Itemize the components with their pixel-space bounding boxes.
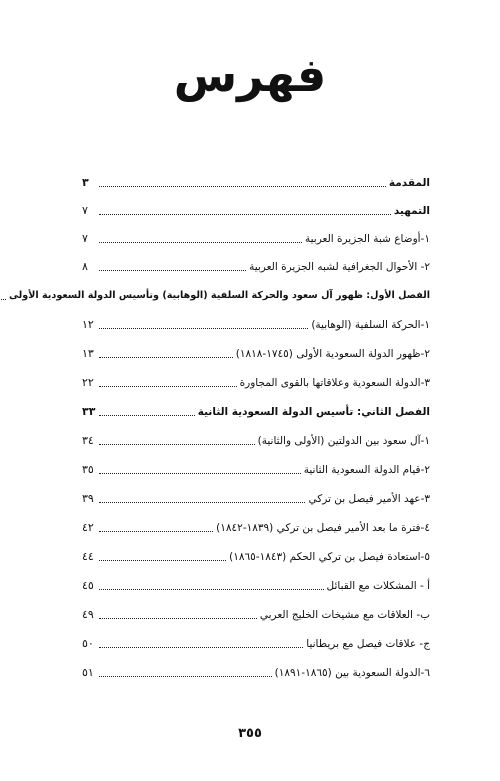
toc-entry — [82, 337, 430, 361]
toc-entry-label: أ - المشكلات مع القبائل — [326, 580, 430, 592]
dot-leader — [99, 647, 303, 648]
toc-entry-page: ٤٥ — [82, 579, 94, 592]
toc-entry-label: ٣-الدولة السعودية وعلاقاتها بالقوى المجاورة — [239, 377, 430, 389]
toc-entry — [82, 482, 430, 506]
dot-leader — [99, 444, 255, 445]
dot-leader — [99, 186, 386, 187]
toc-entry — [82, 166, 430, 190]
dot-leader — [99, 386, 237, 387]
toc-entry-page: ٥٠ — [82, 637, 94, 650]
toc-entry-label: ١-الحركة السلفية (الوهابية) — [311, 319, 430, 331]
toc-entry — [82, 424, 430, 448]
toc-entry-label: الفصل الثاني: تأسيس الدولة السعودية الثانية — [197, 406, 430, 418]
dot-leader — [99, 676, 272, 677]
toc-entry-label: ٤-فترة ما بعد الأمير فيصل بن تركي (١٨٣٩-١٨٤٢) — [216, 522, 430, 534]
toc-entry-label: ٣-عهد الأمير فيصل بن تركي — [308, 493, 430, 505]
toc-entry-page: ٣٥ — [82, 463, 94, 476]
toc-entry-label: ٥-استعادة فيصل بن تركي الحكم (١٨٤٣-١٨٦٥) — [229, 551, 430, 563]
toc-entry — [82, 598, 430, 622]
dot-leader — [99, 270, 246, 271]
dot-leader — [99, 242, 302, 243]
toc-entry-label: ١-آل سعود بين الدولتين (الأولى والثانية) — [257, 435, 430, 447]
toc-entry-label: الفصل الأول: ظهور آل سعود والحركة السلفية (الوهابية) وتأسيس الدولة السعودية الأولى — [8, 290, 430, 301]
toc-entry-page: ٤٢ — [82, 521, 94, 534]
toc-entry-page: ٣ — [82, 176, 89, 189]
dot-leader — [99, 415, 195, 416]
dot-leader — [99, 473, 301, 474]
toc-entry-label: المقدمة — [388, 177, 430, 189]
toc-entry-page: ٧ — [82, 204, 88, 217]
toc-entry-label: ج- علاقات فيصل مع بريطانيا — [306, 638, 430, 650]
toc-entry — [82, 656, 430, 680]
toc-entry-label: ب- العلاقات مع مشيخات الخليج العربي — [259, 609, 430, 621]
toc-entry — [8, 279, 430, 303]
toc-entry-page: ٣٩ — [82, 492, 94, 505]
toc-entry-label: ٢- الأحوال الجغرافية لشبه الجزيرة العربية — [249, 261, 430, 273]
toc-entry-page: ٥١ — [82, 666, 94, 679]
toc-entry-page: ٣٣ — [82, 405, 96, 418]
toc-entry-label: ٢-ظهور الدولة السعودية الأولى (١٧٤٥-١٨١٨) — [235, 348, 430, 360]
toc-entry — [82, 540, 430, 564]
dot-leader — [99, 560, 226, 561]
toc-entry-label: ٢-قيام الدولة السعودية الثانية — [303, 464, 430, 476]
toc-entry-page: ١٢ — [82, 318, 94, 331]
dot-leader — [99, 502, 305, 503]
toc-entry — [82, 453, 430, 477]
dot-leader — [99, 618, 257, 619]
toc-entry — [82, 395, 430, 419]
toc-entry — [82, 569, 430, 593]
toc-entry — [82, 308, 430, 332]
page-title: فهرس — [173, 48, 327, 102]
toc-entry — [82, 627, 430, 651]
toc-entry-page: ٤٩ — [82, 608, 94, 621]
toc-entry-page: ١٣ — [82, 347, 94, 360]
dot-leader — [99, 214, 391, 215]
toc-entry — [82, 366, 430, 390]
toc-entry-page: ٣٤ — [82, 434, 94, 447]
page-number: ٣٥٥ — [238, 726, 262, 741]
toc-entry-page: ٢٢ — [82, 376, 94, 389]
dot-leader — [99, 357, 233, 358]
toc-entry-label: ١-أوضاع شبة الجزيرة العربية — [304, 233, 430, 245]
toc-entry-page: ٤٤ — [82, 550, 94, 563]
toc-entry — [82, 511, 430, 535]
dot-leader — [99, 531, 213, 532]
toc-entry-label: التمهيد — [393, 205, 430, 217]
dot-leader — [0, 299, 6, 300]
toc-entry — [82, 250, 430, 274]
toc-entry-page: ٧ — [82, 232, 88, 245]
toc-entry-page: ٨ — [82, 260, 88, 273]
toc-entry — [82, 194, 430, 218]
dot-leader — [99, 589, 324, 590]
toc-entry-label: ٦-الدولة السعودية بين (١٨٦٥-١٨٩١) — [274, 667, 430, 679]
dot-leader — [99, 328, 308, 329]
toc-entry — [82, 222, 430, 246]
